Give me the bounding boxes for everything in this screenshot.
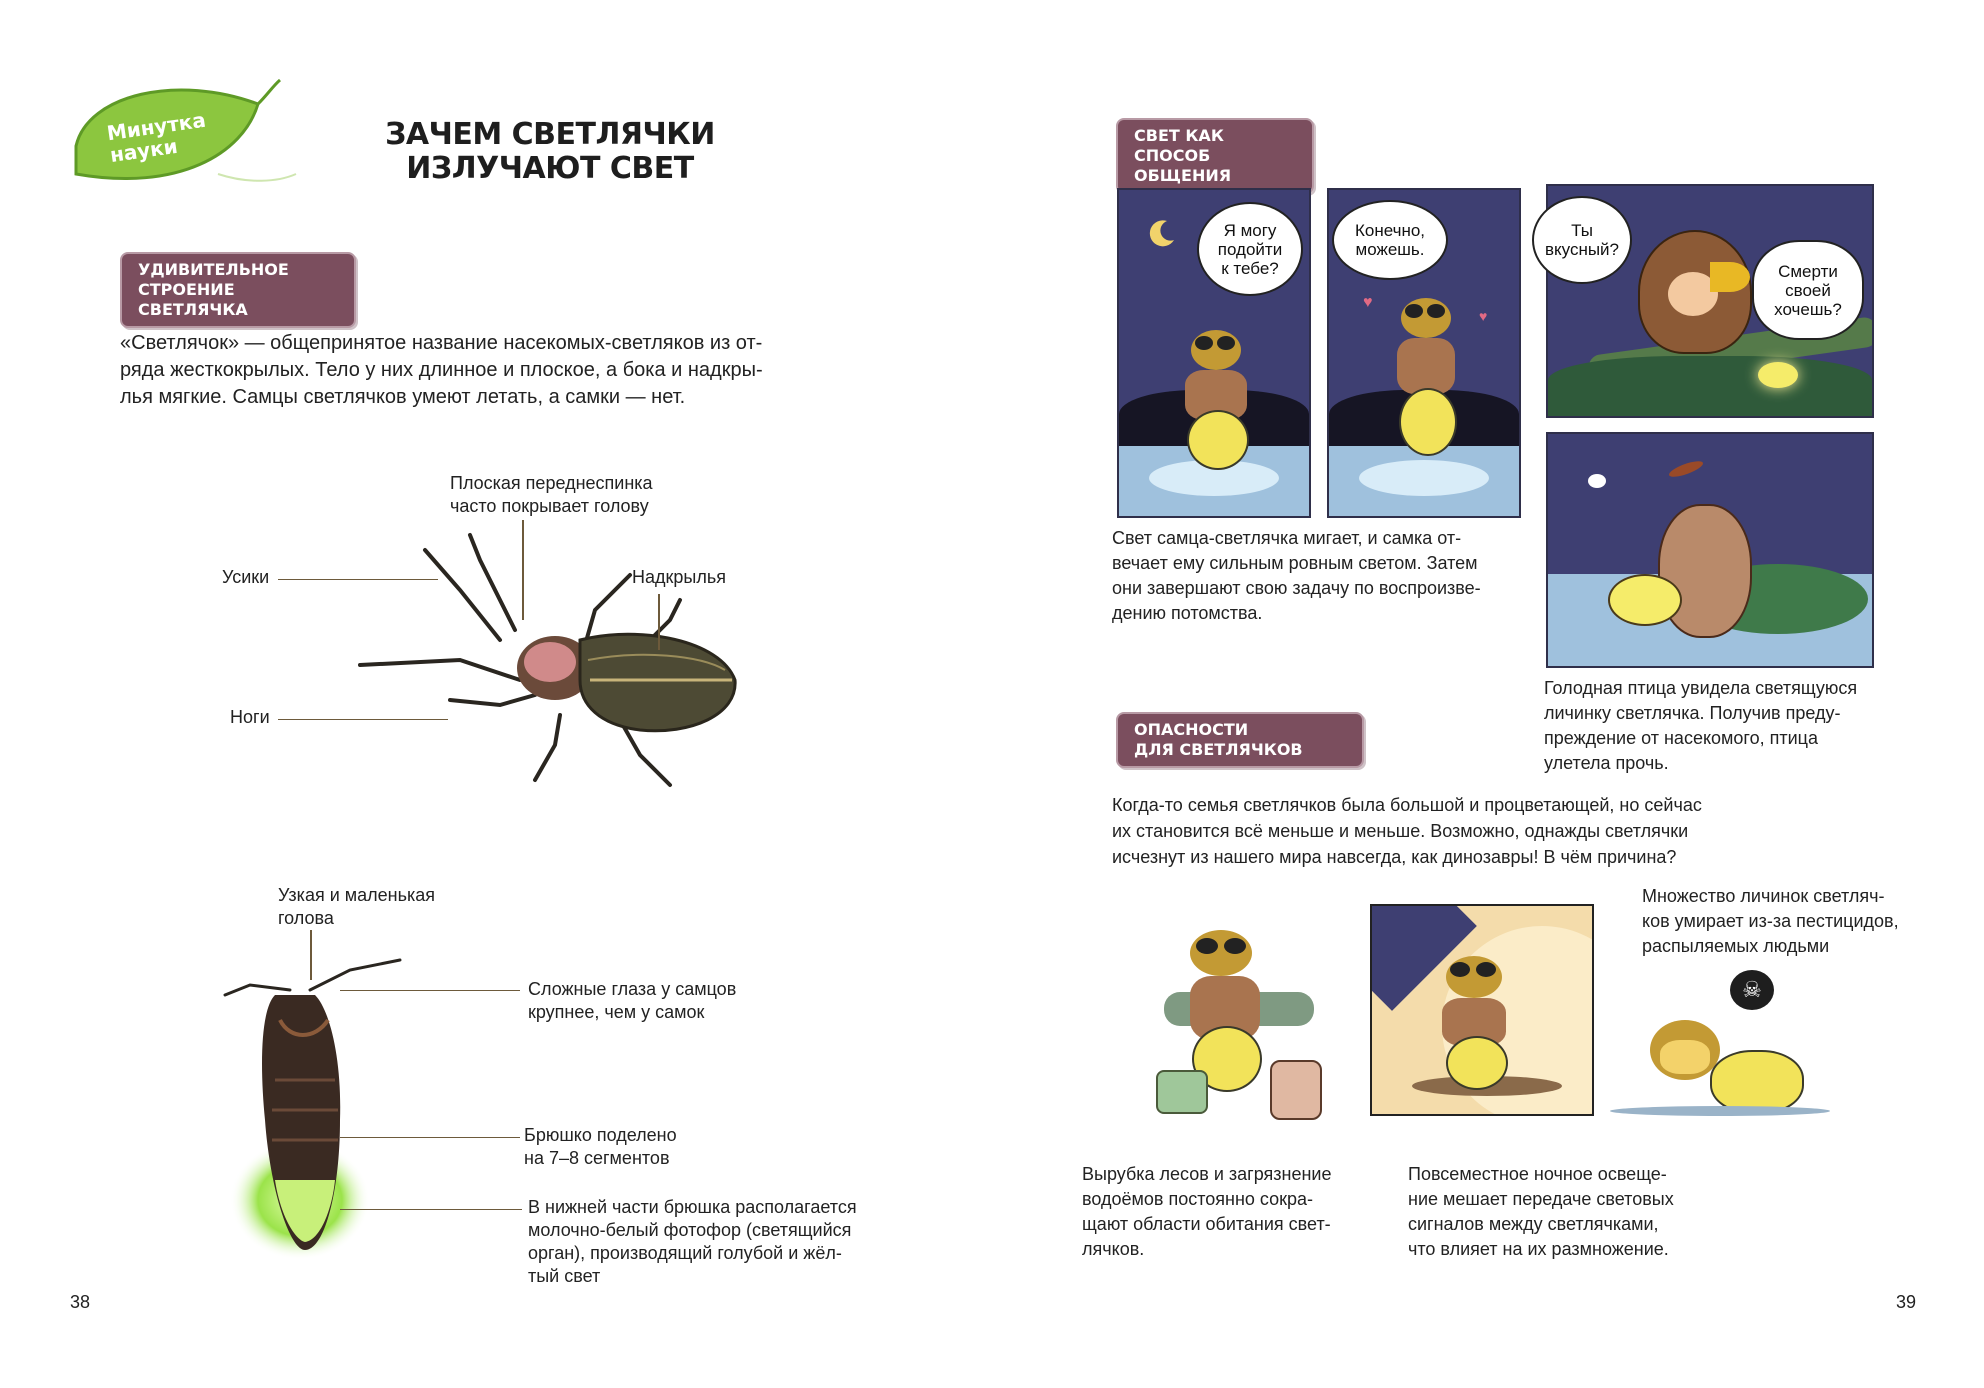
leader-line xyxy=(340,1209,522,1210)
leader-line xyxy=(278,719,448,720)
label-antennae: Усики xyxy=(222,567,270,587)
leader-line xyxy=(340,990,520,991)
leaves xyxy=(1548,356,1872,416)
firefly-bottom-icon xyxy=(220,950,420,1280)
firefly-male-character xyxy=(1179,330,1253,480)
danger-caption-2: Повсеместное ночное освеще- ние мешает передаче световых сигналов между светлячками, что влияет на их размножение. xyxy=(1408,1164,1674,1259)
label-head: Узкая и маленькая голова xyxy=(278,885,436,928)
heart-icon: ♥ xyxy=(1479,308,1488,324)
firefly-female-character xyxy=(1395,298,1459,468)
caption-bird: Голодная птица увидела светящуюся личинку светлячка. Получив преду- преждение от насекомого, птица улетела прочь. xyxy=(1544,678,1858,773)
page-title: ЗАЧЕМ СВЕТЛЯЧКИ ИЗЛУЧАЮТ СВЕТ xyxy=(385,117,715,186)
leader-line xyxy=(340,1137,520,1138)
larva-glow xyxy=(1758,362,1798,388)
dangers-intro: Когда-то семья светлячков была большой и процветающей, но сейчас их становится всё меньше и меньше. Возможно, однажды светлячки исчезнут из нашего мира навсегда, как динозавры! В чём причина? xyxy=(1112,795,1702,867)
caption-communication: Свет самца-светлячка мигает, и самка от- вечает ему сильным ровным светом. Затем они завершают свою задачу по воспроизве- дению потомства. xyxy=(1112,528,1481,623)
label-legs: Ноги xyxy=(230,707,270,727)
danger-caption-3: Множество личинок светляч- ков умирает из-за пестицидов, распыляемых людьми xyxy=(1642,886,1899,956)
comic-panel-4 xyxy=(1546,432,1874,668)
heart-icon: ♥ xyxy=(1363,294,1373,311)
firefly-travel-illustration xyxy=(1150,930,1340,1130)
section-tag-dangers: ОПАСНОСТИ ДЛЯ СВЕТЛЯЧКОВ xyxy=(1116,712,1364,768)
science-minute-logo xyxy=(68,74,298,192)
owl-character xyxy=(1638,230,1752,354)
leader-line xyxy=(278,579,438,580)
leader-line xyxy=(522,520,524,620)
speech-bubble-4: Смерти своей хочешь? xyxy=(1752,240,1864,340)
leader-line xyxy=(658,594,660,650)
moon-icon xyxy=(1147,218,1177,248)
speech-bubble-3: Ты вкусный? xyxy=(1532,196,1632,284)
speech-bubble-2: Конечно, можешь. xyxy=(1332,200,1448,280)
dead-firefly-illustration xyxy=(1610,970,1830,1130)
label-pronotum: Плоская переднеспинка часто покрывает голову xyxy=(450,473,653,516)
section-tag-communication: СВЕТ КАК СПОСОБ ОБЩЕНИЯ xyxy=(1116,118,1314,194)
label-abdomen: Брюшко поделено на 7–8 сегментов xyxy=(524,1125,677,1168)
section-tag-structure: УДИВИТЕЛЬНОЕ СТРОЕНИЕ СВЕТЛЯЧКА xyxy=(120,252,356,328)
label-eyes: Сложные глаза у самцов крупнее, чем у самок xyxy=(528,979,737,1022)
logo-text: Минутка науки xyxy=(105,107,208,168)
danger-caption-1: Вырубка лесов и загрязнение водоёмов постоянно сокра- щают области обитания свет- лячков. xyxy=(1082,1164,1332,1259)
leader-line xyxy=(310,930,312,980)
firefly-character xyxy=(1436,956,1516,1086)
intro-paragraph: «Светлячок» — общепринятое название насекомых-светляков из от- ряда жесткокрылых. Тело у них длинное и плоское, а бока и надкры- лья мягкие. Самцы светлячков умеют летать, а самки — нет. xyxy=(120,332,763,408)
page-number-right: 39 xyxy=(1896,1292,1917,1312)
larva-glow xyxy=(1608,574,1682,626)
feather-icon xyxy=(1667,458,1704,480)
page-number-left: 38 xyxy=(70,1292,91,1312)
speech-bubble-1: Я могу подойти к тебе? xyxy=(1197,202,1303,296)
label-elytra: Надкрылья xyxy=(632,567,726,587)
firefly-bottom-view-illustration xyxy=(220,950,420,1280)
label-photophore: В нижней части брюшка располагается молочно-белый фотофор (светящийся орган), производящий голубой и жёл- тый свет xyxy=(528,1197,857,1286)
streetlight-panel xyxy=(1370,904,1594,1116)
skull-icon: ☠ xyxy=(1730,970,1774,1010)
puff-icon xyxy=(1588,474,1606,488)
larva-character xyxy=(1658,504,1752,638)
